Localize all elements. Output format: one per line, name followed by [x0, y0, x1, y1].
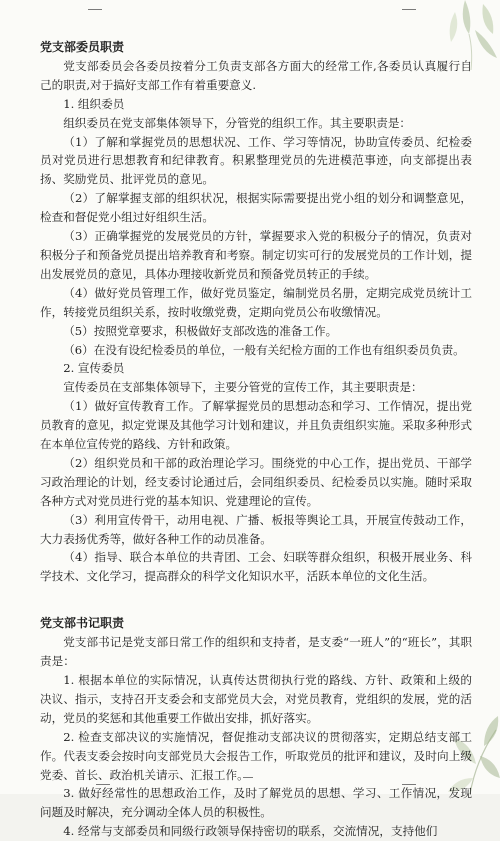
- section-spacer: [40, 586, 472, 614]
- org-duty-item: （1）了解和掌握党员的思想状况、工作、学习等情况，协助宣传委员、纪检委员对党员进行思想教育和纪律教育。积累整理党员的先进模范事迹，向支部提出表扬、奖励党员、批评党员的意见。: [40, 134, 472, 187]
- org-duty-item: （6）在没有设纪检委员的单位，一般有关纪检方面的工作也有组织委员负责。: [63, 342, 465, 357]
- publicity-committee-heading: 2. 宣传委员: [63, 361, 125, 376]
- publicity-committee-intro: 宣传委员在支部集体领导下，主要分管党的宣传工作，其主要职责是：: [63, 380, 423, 395]
- publicity-duty-item: （1）做好宣传教育工作。了解掌握党员的思想动态和学习、工作情况，提出党员教育的意见，拟定党课及其他学习计划和建议，并且负责组织实施。采取多种形式在本单位宣传党的路线、方针和政策。: [40, 399, 472, 452]
- org-duty-item: （2）了解掌握支部的组织状况，根据实际需要提出党小组的划分和调整意见，检查和督促党小组过好组织生活。: [40, 191, 472, 225]
- publicity-duty-item: （4）指导、联合本单位的共青团、工会、妇联等群众组织，积极开展业务、科学技术、文化学习，提高群众的科学文化知识水平，活跃本单位的文化生活。: [40, 550, 472, 584]
- publicity-duty-item: （3）利用宣传骨干，动用电视、广播、板报等舆论工具，开展宣传鼓动工作，大力表扬优秀等，做好各种工作的动员准备。: [40, 512, 472, 546]
- secretary-duty-item: 2. 检查支部决议的实施情况，督促推动支部决议的贯彻落实，定期总结支部工作。代表支委会按时向支部党员大会报告工作，听取党员的批评和建议，及时向上级党委、首长、政治机关请示、汇报工作。: [40, 729, 472, 782]
- top-right-dash: [402, 9, 416, 10]
- section-intro-secretary: 党支部书记是党支部日常工作的组织和支持者，是支委“一班人”的“班长”，其职责是：: [40, 635, 472, 669]
- section-title-committee: 党支部委员职责: [40, 40, 125, 54]
- secretary-duty-item: 3. 做好经常性的思想政治工作，及时了解党员的思想、学习、工作情况，发现问题及时解决，充分调动全体人员的积极性。: [40, 786, 472, 820]
- org-duty-item: （3）正确掌握党的发展党员的方针，掌握要求入党的积极分子的情况，负责对积极分子和预备党员提出培养教育和考察。制定切实可行的发展党员的工作计划，提出发展党员的意见，具体办理接收新党员和预备党员转正的手续。: [40, 229, 472, 281]
- org-duty-item: （4）做好党员管理工作，做好党员鉴定，编制党员名册，定期完成党员统计工作，转接党员组织关系，按时收缴党费，定期向党员公布收缴情况。: [40, 285, 472, 319]
- section-title-secretary: 党支部书记职责: [40, 616, 125, 631]
- top-left-dash: [88, 9, 102, 10]
- section-intro-committee: 党支部委员会各委员按着分工负责支部各方面大的经常工作,各委员认真履行自己的职责,对于搞好支部工作有着重要意义.: [40, 58, 472, 92]
- publicity-duty-item: （2）组织党员和干部的政治理论学习。围绕党的中心工作，提出党员、干部学习政治理论的计划，经支委讨论通过后，会同组织委员、纪检委员以实施。随时采取各种方式对党员进行党的基本知识、党建理论的宣传。: [40, 455, 472, 508]
- org-committee-intro: 组织委员在党支部集体领导下，分管党的组织工作。其主要职责是：: [63, 115, 412, 130]
- org-committee-heading: 1. 组织委员: [63, 96, 125, 111]
- secretary-duty-item: 1. 根据本单位的实际情况，认真传达贯彻执行党的路线、方针、政策和上级的决议、指示，支持召开支委会和支部党员大会，对党员教育，党组织的发展，党的活动，党员的奖惩和其他重要工作做出安排，抓好落实。: [40, 673, 472, 725]
- document-body: [40, 38, 472, 841]
- secretary-duty-item: 4. 经常与支部委员和同级行政领导保持密切的联系，交流情况，支持他们: [63, 824, 438, 839]
- org-duty-item: （5）按照党章要求，积极做好支部改选的准备工作。: [63, 323, 338, 338]
